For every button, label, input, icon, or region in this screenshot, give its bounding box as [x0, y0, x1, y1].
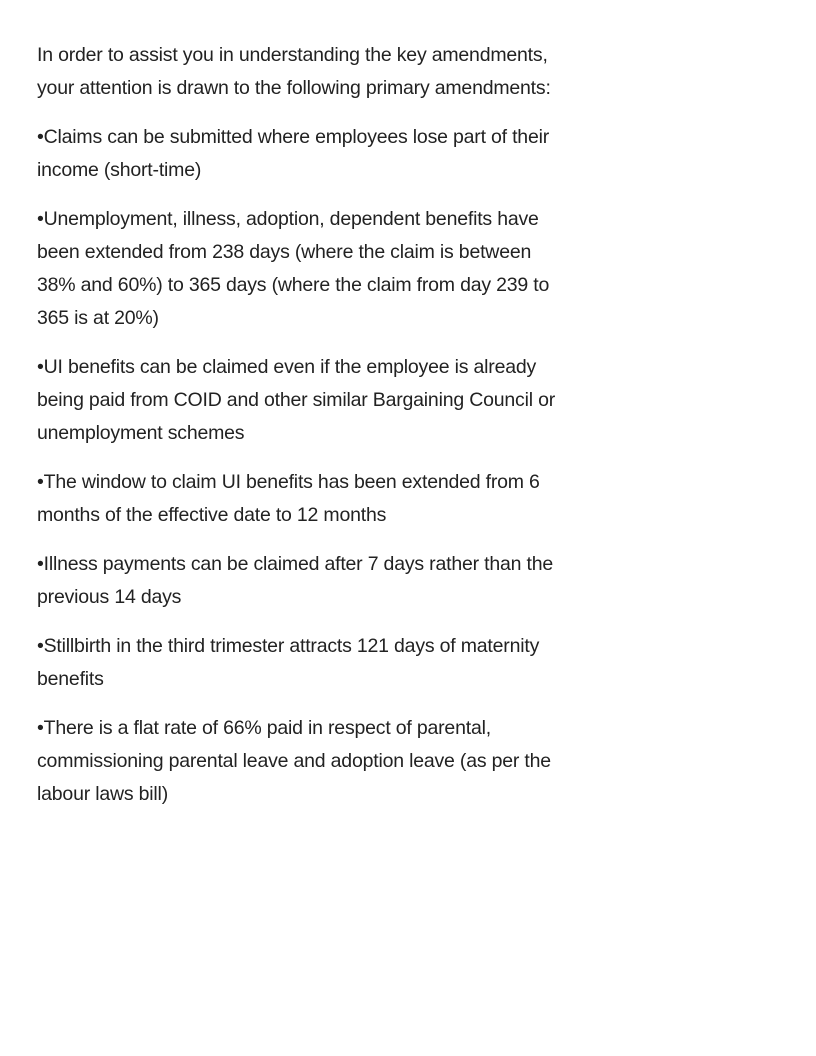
bullet-line: income (short-time) — [37, 159, 202, 181]
bullet-line: •The window to claim UI benefits has been extended from 6 — [37, 471, 540, 493]
bullet-line: 38% and 60%) to 365 days (where the claim from day 239 to — [37, 274, 550, 296]
intro-paragraph — [37, 39, 737, 105]
bullet-line: •UI benefits can be claimed even if the employee is already — [37, 356, 537, 378]
bullet-line: months of the effective date to 12 months — [37, 504, 387, 526]
bullet-line: been extended from 238 days (where the claim is between — [37, 241, 532, 263]
bullet-item-stillbirth — [37, 630, 737, 696]
bullet-line: benefits — [37, 668, 104, 690]
document-page — [37, 39, 737, 827]
bullet-item-claim-window — [37, 466, 737, 532]
bullet-line: commissioning parental leave and adoption leave (as per the — [37, 750, 551, 772]
bullet-line: 365 is at 20%) — [37, 307, 159, 329]
bullet-line: •Stillbirth in the third trimester attracts 121 days of maternity — [37, 635, 540, 657]
bullet-line: unemployment schemes — [37, 422, 245, 444]
bullet-item-benefits-extended — [37, 203, 737, 335]
bullet-line: being paid from COID and other similar Bargaining Council or — [37, 389, 556, 411]
bullet-item-flat-rate — [37, 712, 737, 811]
bullet-line: •Unemployment, illness, adoption, dependent benefits have — [37, 208, 539, 230]
bullet-line: •Claims can be submitted where employees lose part of their — [37, 126, 550, 148]
bullet-item-short-time-claims — [37, 121, 737, 187]
bullet-line: •There is a flat rate of 66% paid in respect of parental, — [37, 717, 491, 739]
bullet-item-ui-with-coid — [37, 351, 737, 450]
intro-line: your attention is drawn to the following primary amendments: — [37, 77, 551, 99]
bullet-line: labour laws bill) — [37, 783, 168, 805]
bullet-line: •Illness payments can be claimed after 7 days rather than the — [37, 553, 553, 575]
bullet-item-illness-payments — [37, 548, 737, 614]
intro-line: In order to assist you in understanding the key amendments, — [37, 44, 548, 66]
bullet-line: previous 14 days — [37, 586, 182, 608]
